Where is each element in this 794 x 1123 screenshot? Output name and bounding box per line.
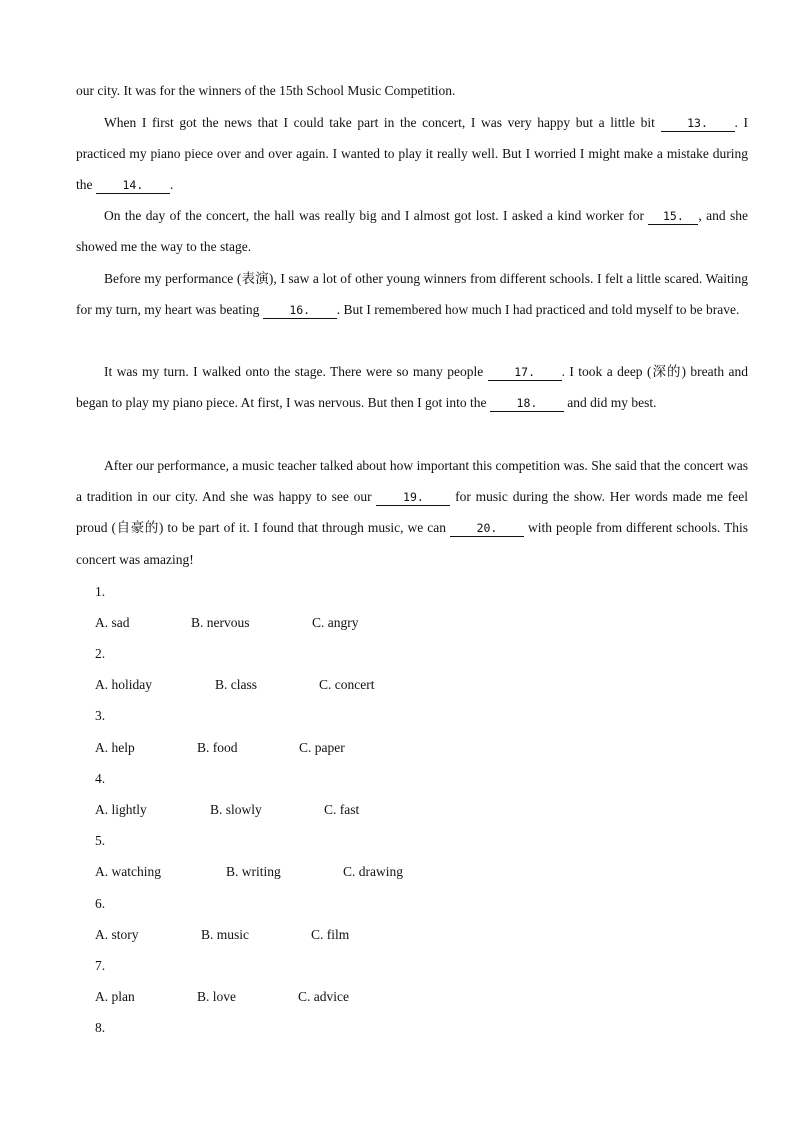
option-c[interactable]: C. concert bbox=[319, 677, 375, 692]
paragraph-text: . But I remembered how much I had practiced and told myself to be brave. bbox=[336, 302, 740, 318]
question-number: 8. bbox=[95, 1020, 106, 1035]
blank-20[interactable]: 20. bbox=[450, 520, 524, 537]
blank-15[interactable]: 15. bbox=[648, 208, 698, 225]
blank-16[interactable]: 16. bbox=[263, 302, 337, 319]
paragraph-text: . bbox=[169, 177, 174, 193]
question-number: 6. bbox=[95, 896, 106, 911]
option-a[interactable]: A. plan bbox=[95, 989, 135, 1004]
question-number: 1. bbox=[95, 584, 106, 599]
question-number: 7. bbox=[95, 958, 106, 973]
passage-paragraph-5 bbox=[76, 450, 748, 575]
paragraph-text: for music during the show. Her words made me feel proud (自豪的) to be part of it. I found that through music, we can bbox=[76, 489, 748, 536]
option-a[interactable]: A. holiday bbox=[95, 677, 152, 692]
question-number: 4. bbox=[95, 771, 106, 786]
paragraph-text: After our performance, a music teacher talked about how important this competition was. She said that the concert was a tradition in our city. And she was happy to see our bbox=[76, 458, 748, 505]
paragraph-text: with people from different schools. This concert was amazing! bbox=[76, 520, 748, 567]
paragraph-text: and did my best. bbox=[563, 395, 657, 411]
paragraph-text: On the day of the concert, the hall was really big and I almost got lost. I asked a kind worker for bbox=[104, 208, 649, 223]
option-b[interactable]: B. class bbox=[215, 677, 257, 692]
option-a[interactable]: A. help bbox=[95, 740, 135, 755]
option-b[interactable]: B. writing bbox=[226, 864, 281, 879]
blank-14[interactable]: 14. bbox=[96, 177, 170, 194]
question-number: 5. bbox=[95, 833, 106, 848]
passage-paragraph-1 bbox=[76, 107, 748, 201]
option-a[interactable]: A. sad bbox=[95, 615, 130, 630]
option-c[interactable]: C. fast bbox=[324, 802, 360, 817]
blank-18[interactable]: 18. bbox=[490, 395, 564, 412]
option-a[interactable]: A. story bbox=[95, 927, 139, 942]
option-b[interactable]: B. nervous bbox=[191, 615, 250, 630]
option-b[interactable]: B. love bbox=[197, 989, 236, 1004]
option-b[interactable]: B. food bbox=[197, 740, 238, 755]
question-number: 2. bbox=[95, 646, 106, 661]
option-c[interactable]: C. paper bbox=[299, 740, 345, 755]
blank-13[interactable]: 13. bbox=[661, 115, 735, 132]
paragraph-text: , and she showed me the way to the stage. bbox=[76, 208, 748, 255]
option-c[interactable]: C. angry bbox=[312, 615, 359, 630]
passage-paragraph-3 bbox=[76, 263, 748, 325]
paragraph-text: . I took a deep (深的) breath and began to play my piano piece. At first, I was nervous. But then I got into the bbox=[76, 364, 748, 411]
option-a[interactable]: A. lightly bbox=[95, 802, 147, 817]
paragraph-text: When I first got the news that I could take part in the concert, I was very happy but a little bit bbox=[104, 115, 661, 130]
passage-paragraph-4 bbox=[76, 356, 748, 418]
paragraph-text: It was my turn. I walked onto the stage. There were so many people bbox=[104, 364, 488, 379]
option-b[interactable]: B. music bbox=[201, 927, 250, 942]
option-a[interactable]: A. watching bbox=[95, 864, 161, 879]
passage-paragraph-0 bbox=[76, 75, 748, 106]
option-c[interactable]: C. film bbox=[311, 927, 350, 942]
option-c[interactable]: C. drawing bbox=[343, 864, 403, 879]
question-number: 3. bbox=[95, 708, 106, 723]
option-c[interactable]: C. advice bbox=[298, 989, 349, 1004]
paragraph-text: . I practiced my piano piece over and over again. I wanted to play it really well. But I worried I might make a mistake during the bbox=[76, 115, 748, 193]
option-b[interactable]: B. slowly bbox=[210, 802, 262, 817]
paragraph-text: Before my performance (表演), I saw a lot of other young winners from different schools. I felt a little scared. Waiting for my turn, my heart was beating bbox=[76, 271, 748, 318]
paragraph-text: our city. It was for the winners of the 15th School Music Competition. bbox=[76, 83, 456, 98]
passage-paragraph-2 bbox=[76, 200, 748, 262]
blank-19[interactable]: 19. bbox=[376, 489, 450, 506]
blank-17[interactable]: 17. bbox=[488, 364, 562, 381]
